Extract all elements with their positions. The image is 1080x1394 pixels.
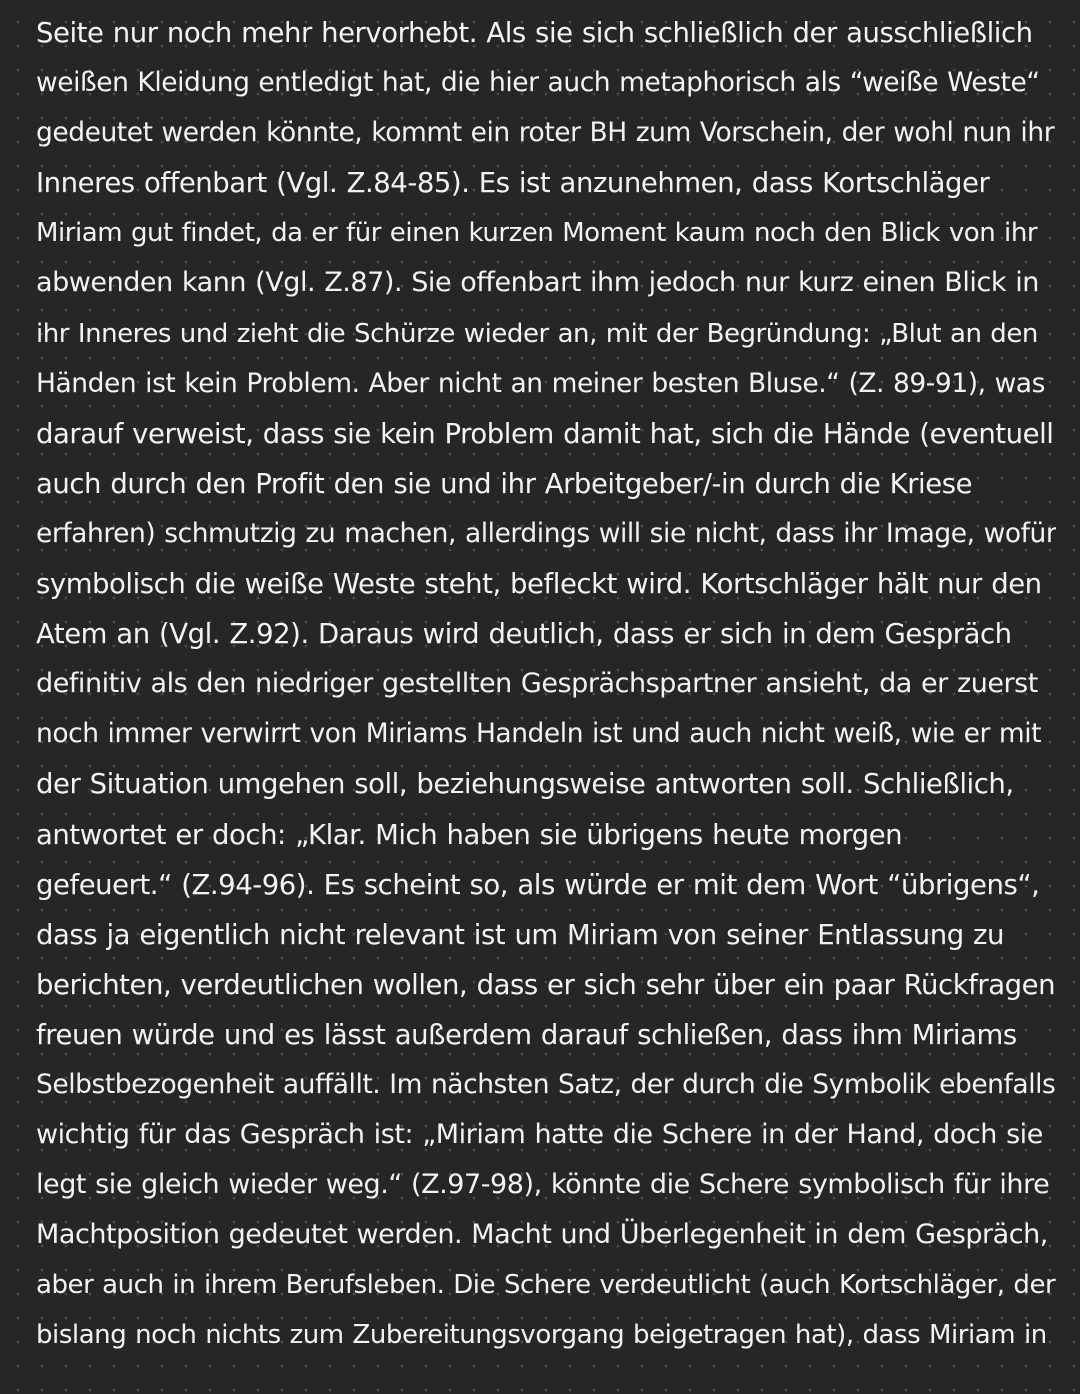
text-line: bislang noch nichts zum Zubereitungsvorgang beigetragen hat), dass Miriam in — [36, 1320, 1047, 1351]
text-line: aber auch in ihrem Berufsleben. Die Schere verdeutlicht (auch Kortschläger, der — [36, 1270, 1056, 1301]
text-line: gefeuert.“ (Z.94-96). Es scheint so, als würde er mit dem Wort “übrigens“, — [36, 868, 1040, 901]
text-line: erfahren) schmutzig zu machen, allerdings will sie nicht, dass ihr Image, wofür — [36, 517, 1056, 549]
text-line: darauf verweist, dass sie kein Problem damit hat, sich die Hände (eventuell — [36, 417, 1054, 450]
text-line: der Situation umgehen soll, beziehungsweise antworten soll. Schließlich, — [36, 768, 1014, 801]
text-line: gedeutet werden könnte, kommt ein roter BH zum Vorschein, der wohl nun ihr — [36, 117, 1055, 149]
text-line: symbolisch die weiße Weste steht, befleckt wird. Kortschläger hält nur den — [36, 568, 1042, 601]
text-line: berichten, verdeutlichen wollen, dass er sich sehr über ein paar Rückfragen — [36, 968, 1056, 1001]
text-line: dass ja eigentlich nicht relevant ist um Miriam von seiner Entlassung zu — [36, 918, 1005, 951]
text-line: auch durch den Profit den sie und ihr Arbeitgeber/-in durch die Kriese — [36, 467, 973, 500]
text-line: Selbstbezogenheit auffällt. Im nächsten Satz, der durch die Symbolik ebenfalls — [36, 1068, 1056, 1100]
text-line: noch immer verwirrt von Miriams Handeln ist und auch nicht weiß, wie er mit — [36, 718, 1042, 750]
text-line: weißen Kleidung entledigt hat, die hier auch metaphorisch als “weiße Weste“ — [36, 67, 1040, 99]
text-line: wichtig für das Gespräch ist: „Miriam hatte die Schere in der Hand, doch sie — [36, 1119, 1043, 1151]
text-line: Atem an (Vgl. Z.92). Daraus wird deutlich, dass er sich in dem Gespräch — [36, 618, 1012, 651]
text-line: Miriam gut findet, da er für einen kurzen Moment kaum noch den Blick von ihr — [36, 218, 1038, 249]
text-line: Machtposition gedeutet werden. Macht und Überlegenheit in dem Gespräch, — [36, 1219, 1048, 1251]
text-line: definitiv als den niedriger gestellten Gesprächspartner ansieht, da er zuerst — [36, 668, 1038, 700]
text-line: freuen würde und es lässt außerdem darauf schließen, dass ihm Miriams — [36, 1018, 1017, 1051]
text-line: antwortet er doch: „Klar. Mich haben sie übrigens heute morgen — [36, 818, 903, 851]
text-line: legt sie gleich wieder weg.“ (Z.97-98), könnte die Schere symbolisch für ihre — [36, 1169, 1050, 1201]
text-line: abwenden kann (Vgl. Z.87). Sie offenbart ihm jedoch nur kurz einen Blick in — [36, 267, 1039, 299]
text-line: ihr Inneres und zieht die Schürze wieder an, mit der Begründung: „Blut an den — [36, 318, 1038, 349]
text-line: Inneres offenbart (Vgl. Z.84-85). Es ist anzunehmen, dass Kortschläger — [36, 167, 990, 200]
text-line: Händen ist kein Problem. Aber nicht an meiner besten Bluse.“ (Z. 89-91), was — [36, 367, 1045, 399]
text-line: Seite nur noch mehr hervorhebt. Als sie sich schließlich der ausschließlich — [36, 17, 1033, 49]
handwritten-text — [36, 8, 1056, 1361]
